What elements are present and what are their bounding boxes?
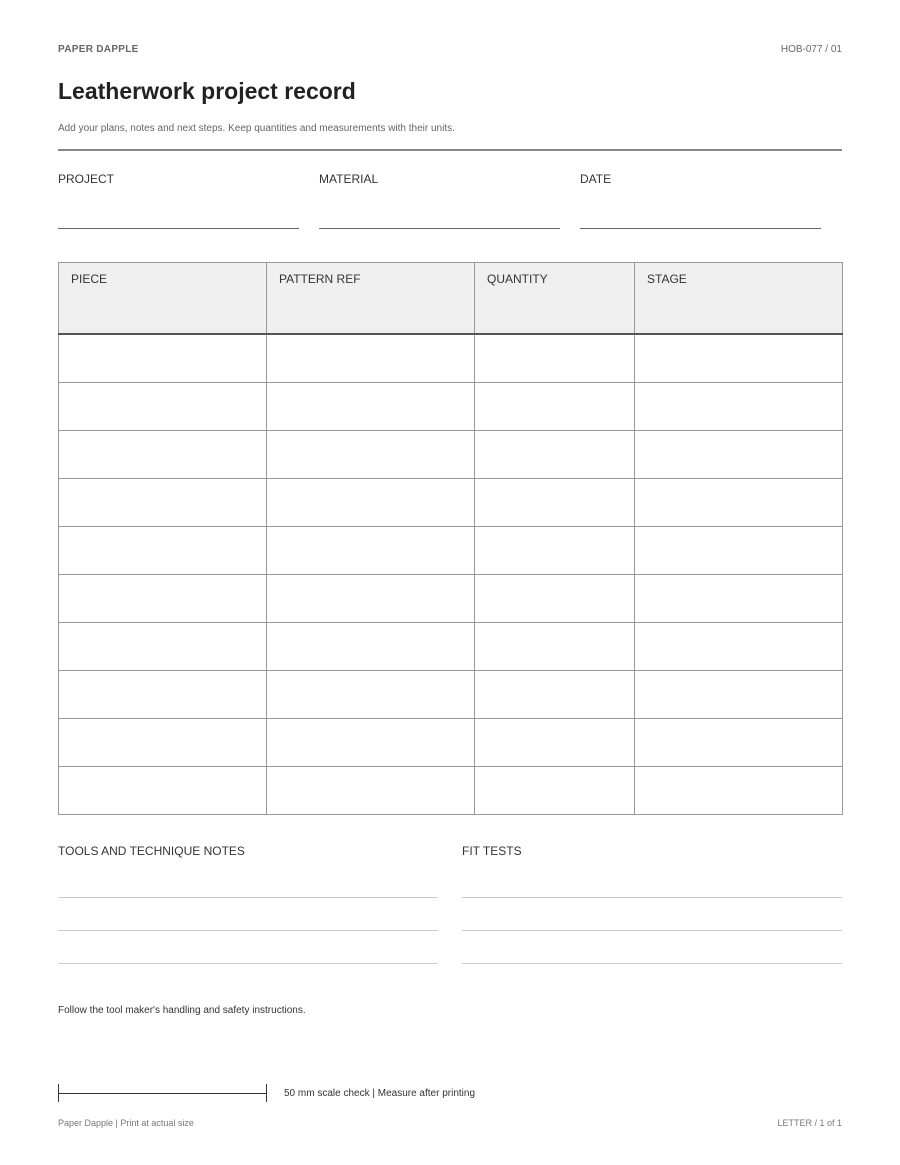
cell-piece[interactable] xyxy=(59,671,267,719)
cell-quantity[interactable] xyxy=(475,527,635,575)
table-row xyxy=(59,527,843,575)
material-field[interactable] xyxy=(319,172,560,186)
cell-pattern-ref[interactable] xyxy=(267,575,475,623)
scale-bar xyxy=(58,1084,267,1102)
fit-test-line[interactable] xyxy=(462,897,842,898)
tools-note-line[interactable] xyxy=(58,930,438,931)
page-subtitle: Add your plans, notes and next steps. Keep quantities and measurements with their units. xyxy=(58,123,455,134)
project-write-line[interactable] xyxy=(58,228,299,229)
tools-note-line[interactable] xyxy=(58,963,438,964)
cell-stage[interactable] xyxy=(635,431,843,479)
cell-pattern-ref[interactable] xyxy=(267,623,475,671)
cell-stage[interactable] xyxy=(635,767,843,815)
brand-name: PAPER DAPPLE xyxy=(58,44,139,55)
cell-piece[interactable] xyxy=(59,719,267,767)
table-row xyxy=(59,383,843,431)
cell-pattern-ref[interactable] xyxy=(267,767,475,815)
fit-tests-label: FIT TESTS xyxy=(462,844,522,858)
project-field[interactable] xyxy=(58,172,299,186)
column-header-pattern-ref: PATTERN REF xyxy=(267,263,475,335)
column-header-stage: STAGE xyxy=(635,263,843,335)
material-write-line[interactable] xyxy=(319,228,560,229)
table-row xyxy=(59,767,843,815)
material-label: MATERIAL xyxy=(319,172,379,186)
table-body xyxy=(59,334,843,815)
tools-notes-label: TOOLS AND TECHNIQUE NOTES xyxy=(58,844,245,858)
cell-pattern-ref[interactable] xyxy=(267,431,475,479)
cell-stage[interactable] xyxy=(635,334,843,383)
fit-test-line[interactable] xyxy=(462,930,842,931)
table-header-row xyxy=(59,263,843,335)
cell-stage[interactable] xyxy=(635,527,843,575)
table-row xyxy=(59,431,843,479)
cell-piece[interactable] xyxy=(59,334,267,383)
scale-line xyxy=(58,1093,267,1094)
cell-stage[interactable] xyxy=(635,671,843,719)
cell-pattern-ref[interactable] xyxy=(267,479,475,527)
cell-piece[interactable] xyxy=(59,767,267,815)
cell-quantity[interactable] xyxy=(475,767,635,815)
cell-stage[interactable] xyxy=(635,479,843,527)
cell-quantity[interactable] xyxy=(475,623,635,671)
cell-stage[interactable] xyxy=(635,383,843,431)
cell-pattern-ref[interactable] xyxy=(267,383,475,431)
cell-stage[interactable] xyxy=(635,575,843,623)
table-row xyxy=(59,479,843,527)
cell-quantity[interactable] xyxy=(475,575,635,623)
pieces-table xyxy=(58,262,843,815)
cell-pattern-ref[interactable] xyxy=(267,334,475,383)
cell-quantity[interactable] xyxy=(475,431,635,479)
scale-tick-right xyxy=(266,1084,267,1102)
cell-pattern-ref[interactable] xyxy=(267,719,475,767)
date-label: DATE xyxy=(580,172,612,186)
table-row xyxy=(59,623,843,671)
column-header-quantity: QUANTITY xyxy=(475,263,635,335)
cell-quantity[interactable] xyxy=(475,334,635,383)
table-row xyxy=(59,719,843,767)
document-id: HOB-077 / 01 xyxy=(780,44,842,55)
cell-pattern-ref[interactable] xyxy=(267,527,475,575)
header-divider xyxy=(58,149,842,151)
project-label: PROJECT xyxy=(58,172,115,186)
tools-note-line[interactable] xyxy=(58,897,438,898)
cell-quantity[interactable] xyxy=(475,671,635,719)
date-write-line[interactable] xyxy=(580,228,821,229)
cell-piece[interactable] xyxy=(59,383,267,431)
fit-test-line[interactable] xyxy=(462,963,842,964)
cell-quantity[interactable] xyxy=(475,719,635,767)
page-title: Leatherwork project record xyxy=(58,78,356,104)
table-row xyxy=(59,671,843,719)
cell-piece[interactable] xyxy=(59,575,267,623)
cell-quantity[interactable] xyxy=(475,479,635,527)
date-field[interactable] xyxy=(580,172,821,186)
cell-pattern-ref[interactable] xyxy=(267,671,475,719)
scale-label: 50 mm scale check | Measure after printing xyxy=(284,1088,476,1099)
form-page xyxy=(58,0,842,1165)
footer-right: LETTER / 1 of 1 xyxy=(777,1118,842,1128)
cell-piece[interactable] xyxy=(59,527,267,575)
column-header-piece: PIECE xyxy=(59,263,267,335)
cell-stage[interactable] xyxy=(635,719,843,767)
table-row xyxy=(59,575,843,623)
cell-piece[interactable] xyxy=(59,479,267,527)
cell-stage[interactable] xyxy=(635,623,843,671)
cell-quantity[interactable] xyxy=(475,383,635,431)
safety-note: Follow the tool maker's handling and safety instructions. xyxy=(58,1005,306,1016)
cell-piece[interactable] xyxy=(59,623,267,671)
table-row xyxy=(59,334,843,383)
cell-piece[interactable] xyxy=(59,431,267,479)
footer-left: Paper Dapple | Print at actual size xyxy=(58,1118,194,1128)
